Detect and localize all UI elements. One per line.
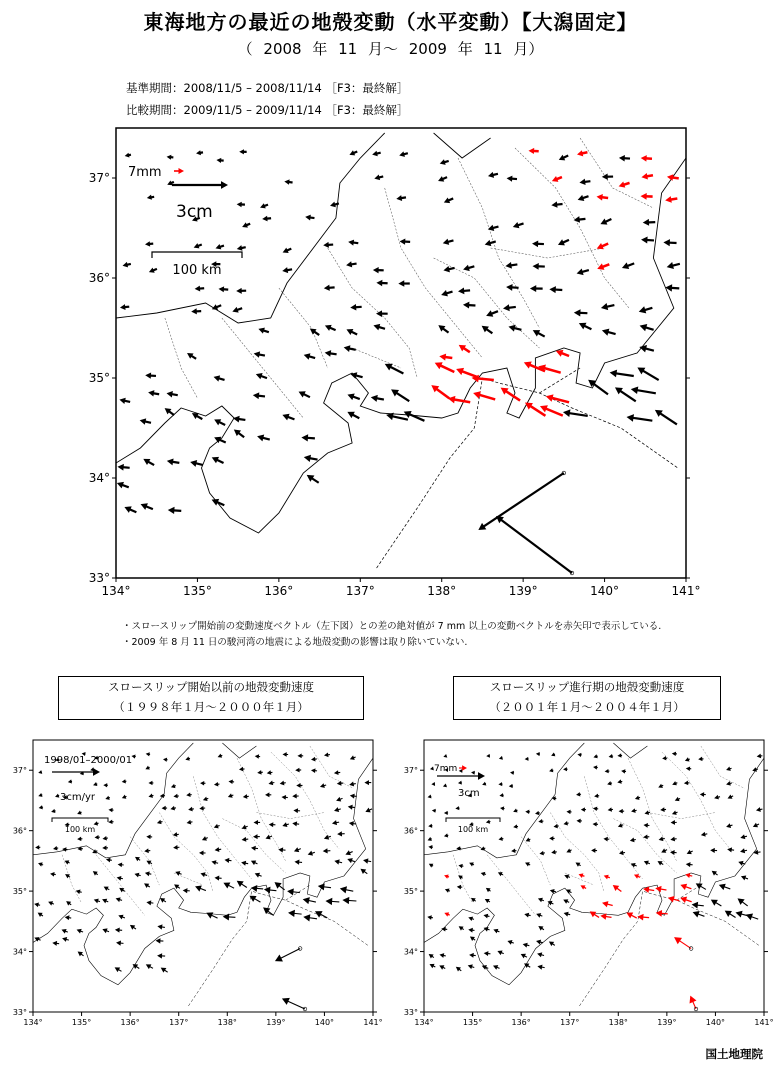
organization-name: 国土地理院 <box>705 1047 763 1061</box>
lat-tick-label: 35° <box>88 371 110 386</box>
lat-tick-label: 33° <box>403 1007 418 1017</box>
lon-tick-label: 141° <box>754 1018 774 1027</box>
lat-tick-label: 34° <box>88 471 110 486</box>
lon-tick-label: 134° <box>101 584 131 598</box>
lat-tick-label: 36° <box>403 826 418 836</box>
left-scale-label: 100 km <box>64 825 96 834</box>
lon-tick-label: 138° <box>427 584 457 598</box>
lat-tick-label: 33° <box>88 571 110 586</box>
right-caption-line2: （２００１年１月～２００４年１月） <box>489 700 685 714</box>
lon-tick-label: 137° <box>169 1018 189 1027</box>
note-2: ・2009 年 8 月 11 日の駿河湾の地震による地殻変動の影響は取り除いていない. <box>122 637 468 648</box>
left-panel-map <box>13 740 383 1027</box>
right-panel-caption <box>453 676 721 720</box>
lat-tick-label: 34° <box>403 947 418 957</box>
note-1: ・スロースリップ開始前の変動速度ベクトル（左下図）との差の絶対値が 7 mm 以上の変動ベクトルを赤矢印で表示している. <box>122 621 662 632</box>
lon-tick-label: 135° <box>182 584 212 598</box>
lon-tick-label: 136° <box>264 584 294 598</box>
lat-tick-label: 37° <box>88 171 110 186</box>
lon-tick-label: 140° <box>705 1018 726 1027</box>
map-frame <box>424 740 764 1012</box>
lon-tick-label: 136° <box>120 1018 140 1027</box>
legend-black-label: 3cm <box>176 202 213 222</box>
lon-tick-label: 140° <box>590 584 620 598</box>
lon-tick-label: 135° <box>462 1018 483 1027</box>
base-period: 基準期間：2008/11/5 – 2008/11/14 ［F3：最終解］ <box>126 81 409 95</box>
left-caption-line2: （１９９８年１月～２０００年１月） <box>113 700 309 714</box>
lon-tick-label: 134° <box>414 1018 434 1027</box>
lon-tick-label: 138° <box>217 1018 237 1027</box>
right-legend-black-label: 3cm <box>458 788 480 799</box>
lat-tick-label: 37° <box>12 766 27 776</box>
lat-tick-label: 33° <box>12 1007 27 1017</box>
lon-tick-label: 141° <box>363 1018 383 1027</box>
left-legend-period: 1998/01–2000/01 <box>44 755 133 766</box>
lon-tick-label: 140° <box>314 1018 335 1027</box>
lon-tick-label: 137° <box>560 1018 580 1027</box>
lat-tick-label: 35° <box>403 886 418 896</box>
lon-tick-label: 139° <box>266 1018 286 1027</box>
lon-tick-label: 139° <box>508 584 538 598</box>
scale-bar-label: 100 km <box>172 263 222 278</box>
left-caption-line1: スロースリップ開始以前の地殻変動速度 <box>108 680 314 694</box>
lat-tick-label: 35° <box>12 886 27 896</box>
lon-tick-label: 141° <box>671 584 701 598</box>
lon-tick-label: 135° <box>71 1018 92 1027</box>
left-panel-caption <box>58 676 364 720</box>
lat-tick-label: 37° <box>403 766 418 776</box>
page-subtitle: （ 2008 年 11 月～ 2009 年 11 月） <box>237 40 544 58</box>
lon-tick-label: 138° <box>608 1018 628 1027</box>
right-panel-map <box>404 740 774 1027</box>
left-legend-label: 3cm/yr <box>60 792 95 803</box>
lat-tick-label: 36° <box>12 826 27 836</box>
legend-red-label: 7mm <box>128 165 162 180</box>
compare-period: 比較期間：2009/11/5 – 2009/11/14 ［F3：最終解］ <box>126 103 409 117</box>
main-map <box>89 128 701 598</box>
right-legend-red-label: 7mm <box>434 764 458 774</box>
right-caption-line1: スロースリップ進行期の地殻変動速度 <box>489 680 685 694</box>
lon-tick-label: 134° <box>23 1018 43 1027</box>
lon-tick-label: 136° <box>511 1018 531 1027</box>
lon-tick-label: 137° <box>345 584 375 598</box>
lon-tick-label: 139° <box>657 1018 677 1027</box>
right-scale-label: 100 km <box>457 825 489 834</box>
lat-tick-label: 34° <box>12 947 27 957</box>
lat-tick-label: 36° <box>88 271 110 286</box>
page-title: 東海地方の最近の地殻変動（水平変動）【大潟固定】 <box>143 10 638 34</box>
